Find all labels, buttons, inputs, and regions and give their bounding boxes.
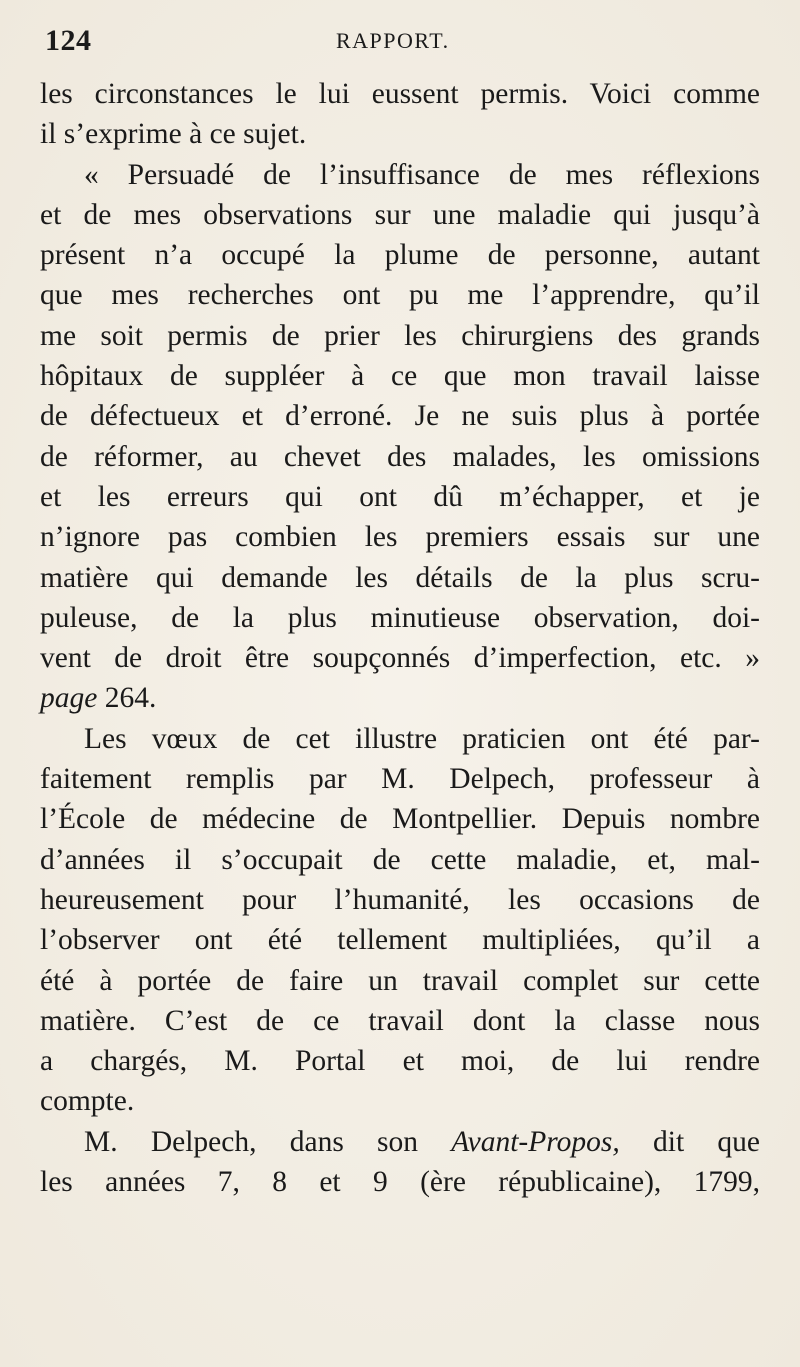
text-line: l’École de médecine de Montpellier. Depuis nombre (40, 803, 760, 836)
page-reference-number: 264. (104, 682, 157, 715)
text-line: n’ignore pas combien les premiers essais sur une (40, 521, 760, 554)
text-line: les circonstances le lui eussent permis. Voici comme (40, 78, 760, 110)
body-text (40, 74, 760, 1202)
text-line: les années 7, 8 et 9 (ère républicaine), 1799, (40, 1166, 760, 1199)
text-line: Les vœux de cet illustre praticien ont été par- (84, 722, 760, 755)
text-line (40, 1122, 760, 1162)
running-head: RAPPORT. (336, 28, 450, 53)
text-line: a chargés, M. Portal et moi, de lui rendre (40, 1045, 760, 1078)
text-line: été à portée de faire un travail complet sur cette (40, 964, 760, 997)
text-line: « Persuadé de l’insuffisance de mes réflexions (84, 158, 760, 191)
page-reference-word: page (40, 682, 98, 715)
text-line: vent de droit être soupçonnés d’imperfection, etc. » (40, 642, 760, 675)
text-line: de réformer, au chevet des malades, les omissions (40, 440, 760, 473)
text-line: il s’exprime à ce sujet. (40, 118, 307, 151)
work-title: Avant-Propos, (451, 1125, 620, 1158)
text-line: compte. (40, 1085, 135, 1118)
text-line: que mes recherches ont pu me l’apprendre, qu’il (40, 279, 760, 312)
text-line: faitement remplis par M. Delpech, professeur à (40, 763, 760, 796)
text-fragment: dit que (619, 1125, 760, 1158)
page-header (45, 24, 765, 64)
text-line: heureusement pour l’humanité, les occasions de (40, 883, 760, 916)
text-line: de défectueux et d’erroné. Je ne suis plus à portée (40, 400, 760, 433)
text-line: et les erreurs qui ont dû m’échapper, et je (40, 480, 760, 513)
page-number: 124 (45, 24, 92, 57)
text-line: puleuse, de la plus minutieuse observation, doi- (40, 601, 760, 634)
text-line: présent n’a occupé la plume de personne, autant (40, 239, 760, 272)
page-reference (40, 678, 760, 718)
text-line: hôpitaux de suppléer à ce que mon travail laisse (40, 360, 760, 393)
text-line: me soit permis de prier les chirurgiens des grands (40, 319, 760, 352)
text-fragment: M. Delpech, dans son (84, 1125, 452, 1158)
text-line: et de mes observations sur une maladie qui jusqu’à (40, 198, 760, 231)
text-line: matière. C’est de ce travail dont la classe nous (40, 1004, 760, 1037)
text-line: d’années il s’occupait de cette maladie, et, mal- (40, 843, 760, 876)
text-line: matière qui demande les détails de la plus scru- (40, 561, 760, 594)
text-line: l’observer ont été tellement multipliées, qu’il a (40, 924, 760, 957)
